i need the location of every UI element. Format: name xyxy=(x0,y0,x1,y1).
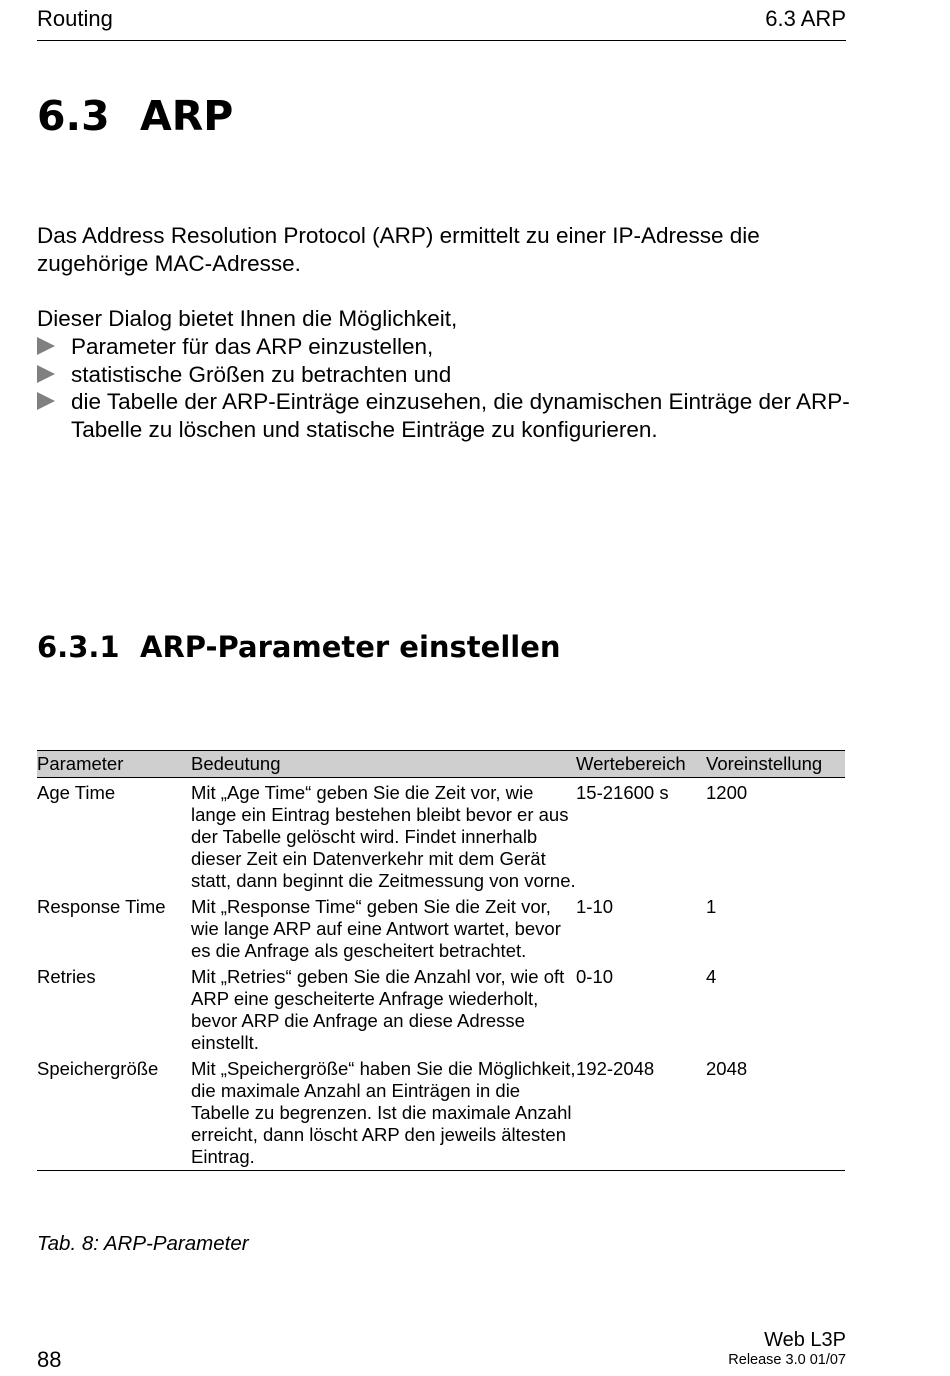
cell-parameter: Age Time xyxy=(37,782,116,803)
footer-product: Web L3P xyxy=(764,1329,846,1351)
table-row xyxy=(37,778,845,893)
subsection-title: ARP-Parameter einstellen xyxy=(140,630,561,664)
cell-wertebereich: 1-10 xyxy=(576,896,614,917)
cell-parameter: Retries xyxy=(37,966,96,987)
list-item xyxy=(37,361,852,389)
cell-bedeutung: Mit „Response Time“ geben Sie die Zeit vor, wie lange ARP auf eine Antwort wartet, bevor es die Anfrage als gescheitert betrachtet. xyxy=(191,896,561,961)
section-title: ARP xyxy=(140,92,234,140)
section-number: 6.3 xyxy=(37,92,110,140)
running-header xyxy=(37,6,846,41)
list-item xyxy=(37,333,852,361)
subsection-heading xyxy=(37,630,561,664)
cell-voreinstellung: 4 xyxy=(706,966,717,987)
triangle-bullet-icon xyxy=(37,365,55,383)
column-header-parameter: Parameter xyxy=(37,751,191,778)
cell-parameter: Speichergröße xyxy=(37,1054,191,1171)
header-section: 6.3 ARP xyxy=(765,6,846,31)
header-chapter: Routing xyxy=(37,6,113,31)
triangle-bullet-icon xyxy=(37,337,55,355)
cell-parameter: Response Time xyxy=(37,896,166,917)
cell-wertebereich: 15-21600 s xyxy=(576,782,669,803)
table-row xyxy=(37,892,845,962)
cell-bedeutung: Mit „Retries“ geben Sie die Anzahl vor, wie oft ARP eine gescheiterte Anfrage wiederholt, bevor ARP die Anfrage an diese Adresse einstellt. xyxy=(191,966,565,1053)
subsection-number: 6.3.1 xyxy=(37,630,120,664)
column-header-voreinstellung: Voreinstellung xyxy=(706,751,845,778)
cell-voreinstellung: 1 xyxy=(706,896,717,917)
section-heading xyxy=(37,92,233,140)
cell-wertebereich: 192-2048 xyxy=(576,1054,706,1171)
intro-paragraph: Das Address Resolution Protocol (ARP) ermittelt zu einer IP-Adresse die zugehörige MAC-Adresse. xyxy=(37,223,760,276)
table-caption: Tab. 8: ARP-Parameter xyxy=(37,1232,249,1255)
list-item-text: statistische Größen zu betrachten und xyxy=(71,361,452,387)
list-item-text: Parameter für das ARP einzustellen, xyxy=(71,334,434,359)
cell-wertebereich: 0-10 xyxy=(576,966,614,987)
column-header-bedeutung: Bedeutung xyxy=(191,751,576,778)
triangle-bullet-icon xyxy=(37,392,55,410)
cell-bedeutung: Mit „Speichergröße“ haben Sie die Möglichkeit, die maximale Anzahl an Einträgen in die Tabelle zu begrenzen. Ist die maximale Anzahl erreicht, dann löscht ARP den jeweils ältesten Eintrag. xyxy=(191,1054,576,1171)
list-item xyxy=(37,388,852,443)
page-number: 88 xyxy=(37,1347,62,1372)
list-item-text: die Tabelle der ARP-Einträge einzusehen, die dynamischen Einträge der ARP-Tabelle zu löschen und statische Einträge zu konfigurieren. xyxy=(71,389,850,442)
lead-paragraph: Dieser Dialog bietet Ihnen die Möglichkeit, xyxy=(37,306,458,331)
table-row xyxy=(37,1054,845,1171)
cell-voreinstellung: 2048 xyxy=(706,1054,845,1171)
table-header-row xyxy=(37,751,845,778)
cell-voreinstellung: 1200 xyxy=(706,782,748,803)
table-row xyxy=(37,962,845,1054)
feature-list xyxy=(37,333,852,443)
column-header-wertebereich: Wertebereich xyxy=(576,751,706,778)
arp-parameter-table xyxy=(37,750,845,1171)
footer-product-info xyxy=(728,1329,846,1369)
cell-bedeutung: Mit „Age Time“ geben Sie die Zeit vor, wie lange ein Eintrag bestehen bleibt bevor er aus der Tabelle gelöscht wird. Findet innerhalb dieser Zeit ein Datenverkehr mit dem Gerät statt, dann beginnt die Zeitmessung von vorne. xyxy=(191,782,576,891)
footer-release: Release 3.0 01/07 xyxy=(728,1352,846,1368)
